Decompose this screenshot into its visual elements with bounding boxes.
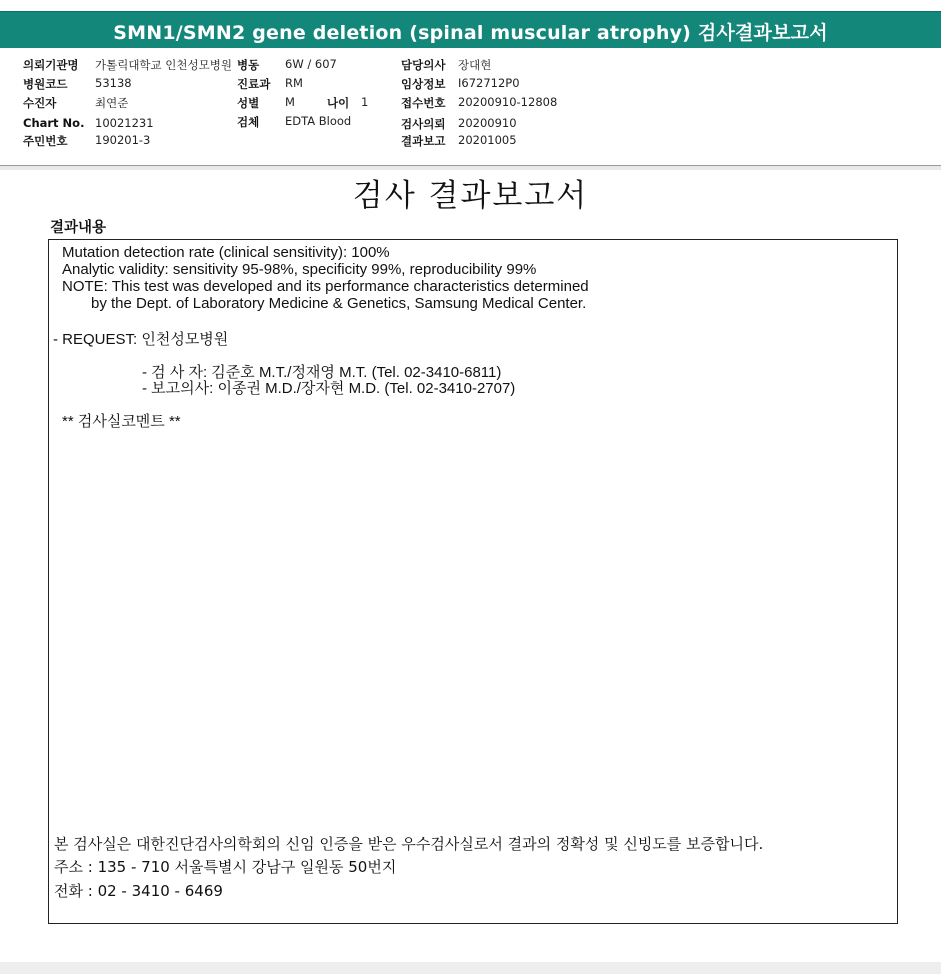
result-line-note: NOTE: This test was developed and its performance characteristics determined xyxy=(62,278,589,295)
patient-info-header xyxy=(0,48,941,166)
result-line-analytic-validity: Analytic validity: sensitivity 95-98%, specificity 99%, reproducibility 99% xyxy=(62,261,537,278)
report-banner xyxy=(0,0,941,48)
section-label-results: 결과내용 xyxy=(50,220,107,236)
value-specimen: EDTA Blood xyxy=(285,114,352,128)
footer-certification: 본 검사실은 대한진단검사의학회의 신임 인증을 받은 우수검사실로서 결과의 정확성 및 신빙도를 보증합니다. xyxy=(54,835,764,853)
footer-address: 주소 : 135 - 710 서울특별시 강남구 일원동 50번지 xyxy=(54,858,397,876)
footer-phone: 전화 : 02 - 3410 - 6469 xyxy=(54,882,223,900)
value-chart-no: 10021231 xyxy=(95,116,154,130)
document-title: 검사 결과보고서 xyxy=(352,178,589,214)
label-chart-no: Chart No. xyxy=(23,116,85,130)
value-attending-physician: 장대현 xyxy=(458,58,492,72)
banner-title: SMN1/SMN2 gene deletion (spinal muscular atrophy) 검사결과보고서 xyxy=(113,22,828,44)
label-requesting-institution: 의뢰기관명 xyxy=(23,58,79,72)
label-sex: 성별 xyxy=(237,96,260,110)
banner-band xyxy=(0,11,941,48)
value-patient-name: 최연준 xyxy=(95,96,129,110)
value-age: 1 xyxy=(361,95,369,109)
label-department: 진료과 xyxy=(237,77,271,91)
label-clinical-info: 임상정보 xyxy=(401,77,446,91)
result-line-lab-comment: ** 검사실코멘트 ** xyxy=(62,413,181,430)
label-request-date: 검사의뢰 xyxy=(401,117,446,131)
value-request-date: 20200910 xyxy=(458,116,517,130)
value-requesting-institution: 가톨릭대학교 인천성모병원 xyxy=(95,58,232,72)
value-report-date: 20201005 xyxy=(458,133,517,147)
label-attending-physician: 담당의사 xyxy=(401,58,446,72)
value-clinical-info: I672712P0 xyxy=(458,76,520,90)
value-department: RM xyxy=(285,76,303,90)
result-line-request: - REQUEST: 인천성모병원 xyxy=(53,331,229,348)
result-line-reporting-physician: - 보고의사: 이종권 M.D./장자현 M.D. (Tel. 02-3410-2707) xyxy=(142,380,516,397)
result-line-technologist: - 검 사 자: 김준호 M.T./정재영 M.T. (Tel. 02-3410-6811) xyxy=(142,364,502,381)
value-hospital-code: 53138 xyxy=(95,76,132,90)
label-report-date: 결과보고 xyxy=(401,134,446,148)
label-specimen: 검체 xyxy=(237,115,260,129)
result-content-box xyxy=(48,239,898,924)
value-ward: 6W / 607 xyxy=(285,57,337,71)
result-line-detection-rate: Mutation detection rate (clinical sensitivity): 100% xyxy=(62,244,390,261)
label-ward: 병동 xyxy=(237,58,260,72)
label-hospital-code: 병원코드 xyxy=(23,77,68,91)
result-line-note-continued: by the Dept. of Laboratory Medicine & Genetics, Samsung Medical Center. xyxy=(91,295,587,312)
bottom-strip xyxy=(0,962,941,974)
value-resident-number: 190201-3 xyxy=(95,133,151,147)
value-accession-number: 20200910-12808 xyxy=(458,95,558,109)
label-resident-number: 주민번호 xyxy=(23,134,68,148)
label-patient-name: 수진자 xyxy=(23,96,57,110)
label-age: 나이 xyxy=(327,96,350,110)
value-sex: M xyxy=(285,95,295,109)
label-accession-number: 접수번호 xyxy=(401,96,446,110)
